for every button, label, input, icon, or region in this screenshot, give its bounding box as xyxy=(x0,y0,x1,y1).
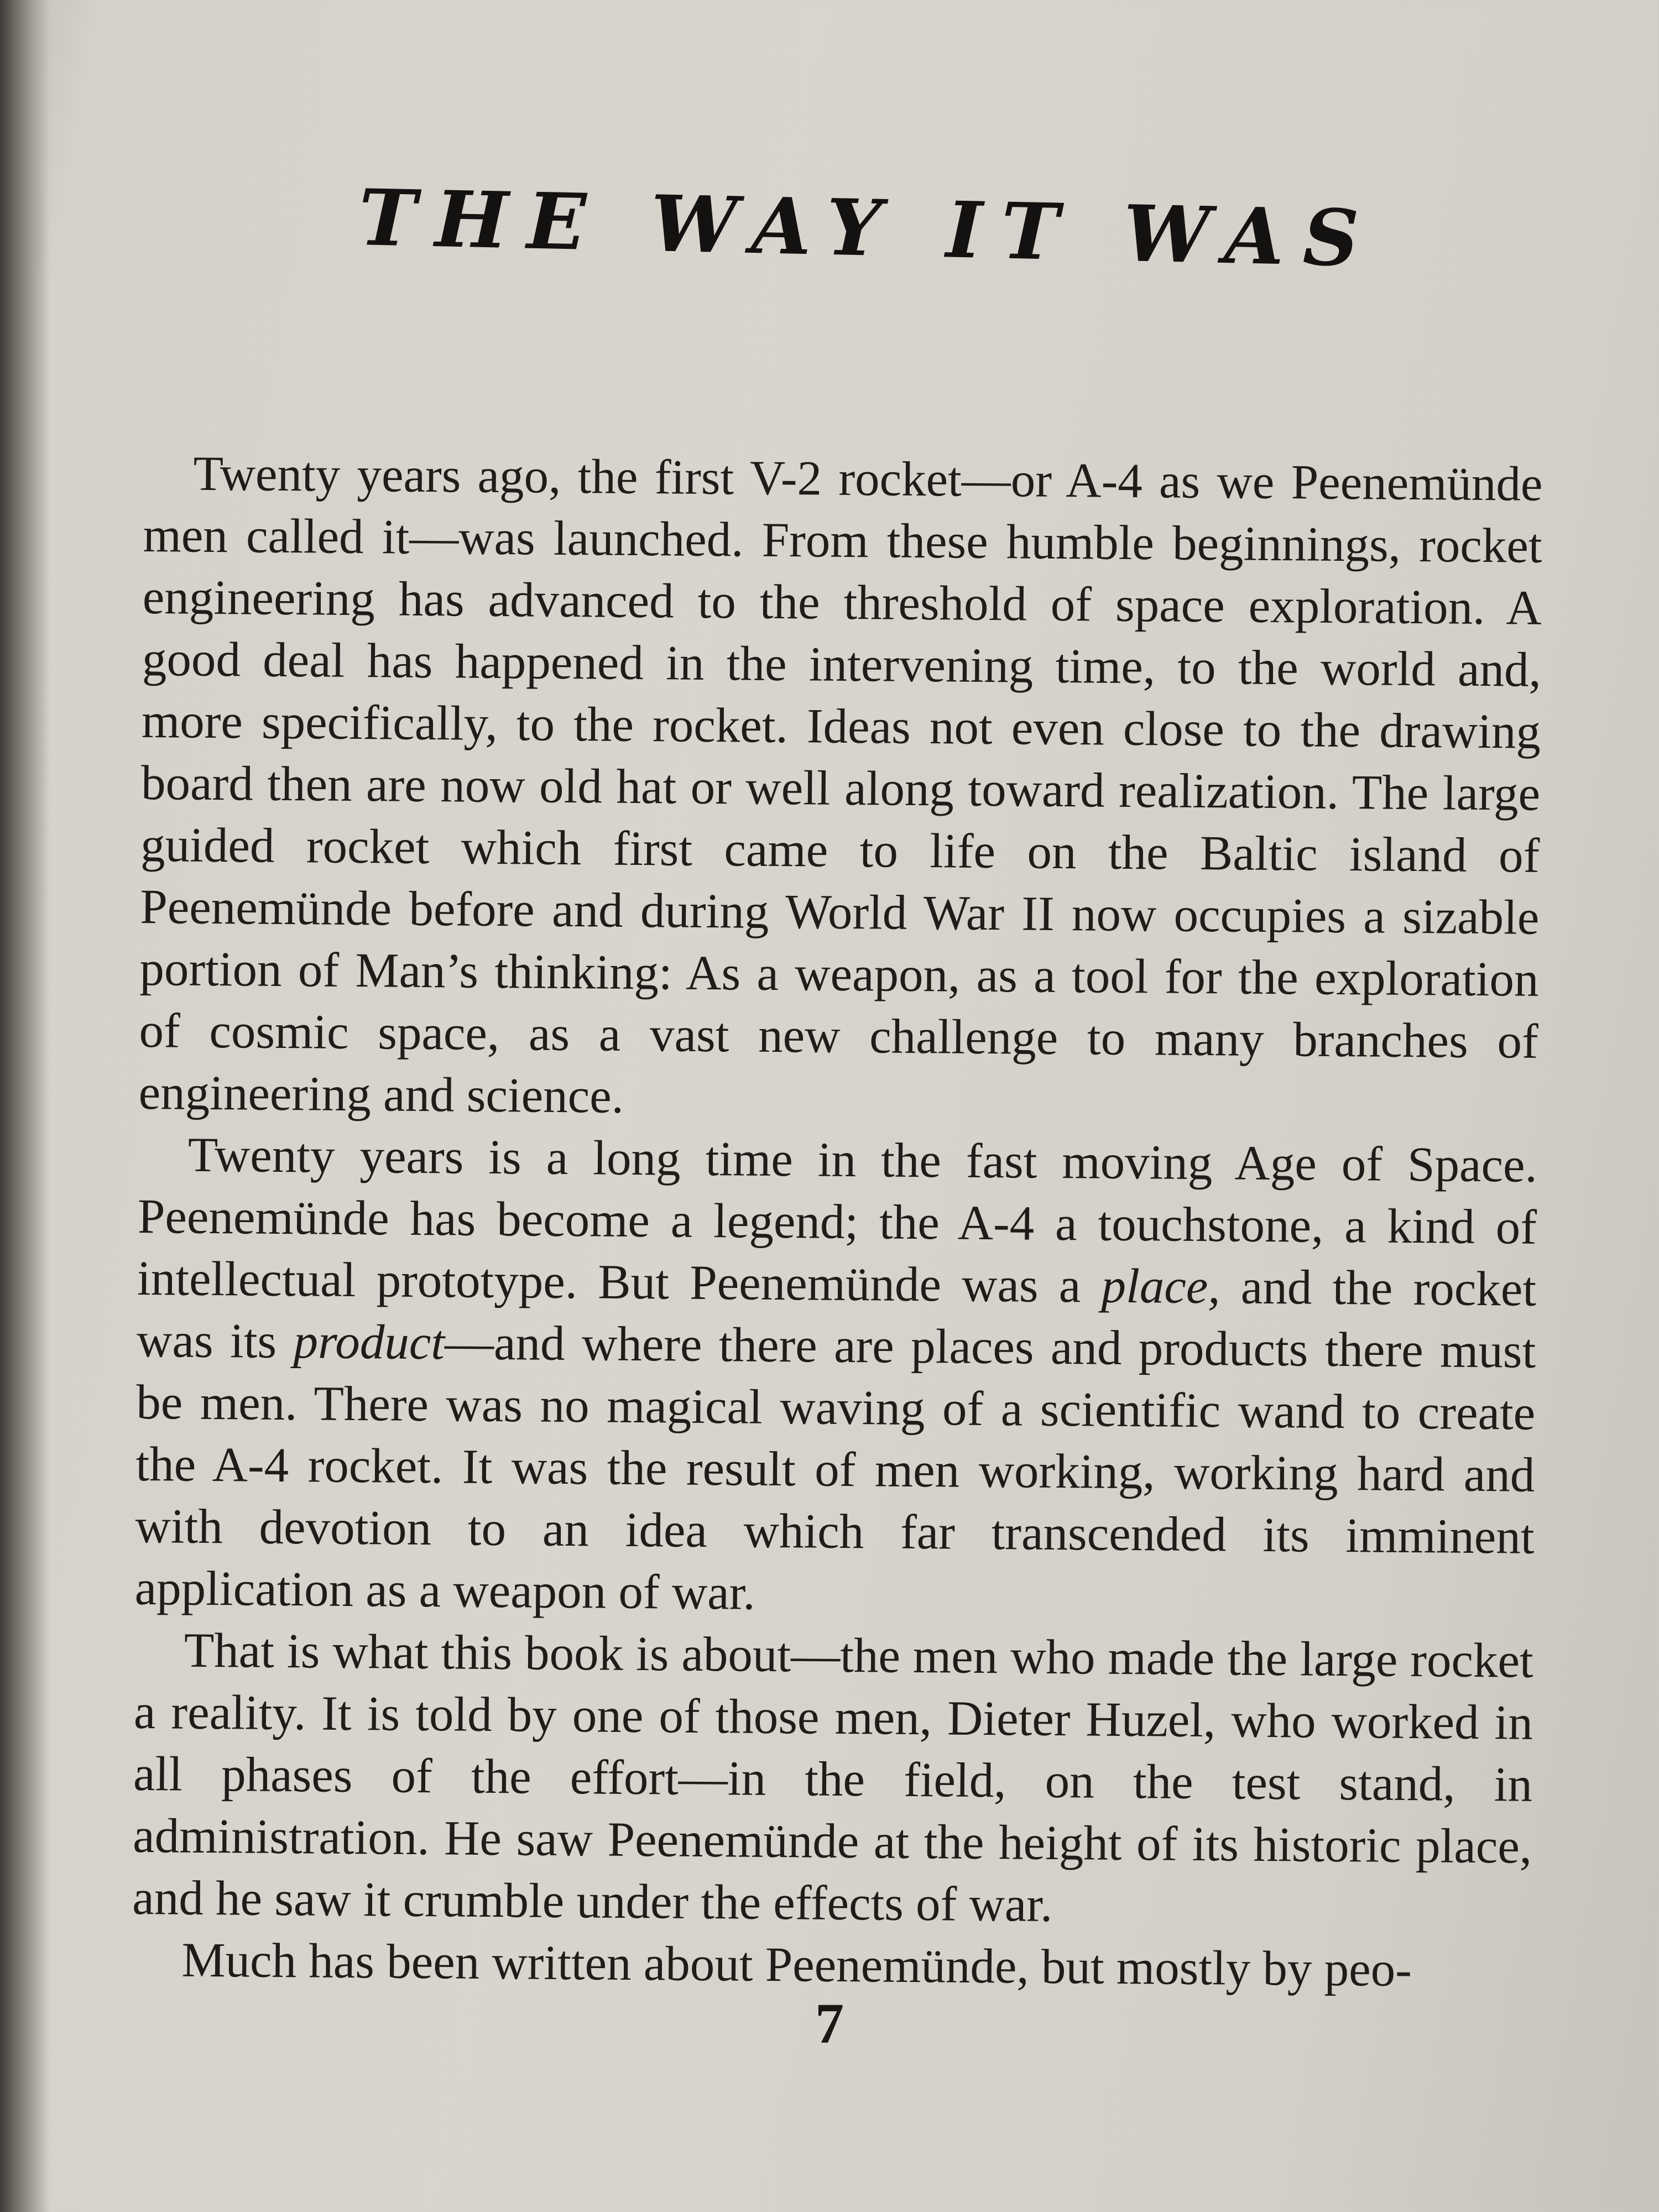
chapter-title: THE WAY IT WAS xyxy=(358,173,1379,285)
paragraph-2-text-end: —and where there are places and products there must be men. There was no magical waving of a scientific wand to create the A-4 rocket. It was the result of men working, working hard and with devotion to an idea which far transcended its imminent application as a weapon of war. xyxy=(134,1316,1536,1620)
paragraph-2-text-start: Twenty years is a long time in the fast moving Age of Space. Peenemünde has become a legend; the A-4 a touchstone, a kind of intellectual prototype. But Peenemünde was a xyxy=(137,1128,1538,1313)
book-binding-shadow xyxy=(0,0,50,2212)
paragraph-3-text: That is what this book is about—the men who made the large rocket a reality. It is told by one of those men, Dieter Huzel, who worked in all phases of the effort—in the field, on the test stand, in administration. He saw Peenemünde at the height of its historic place, and he saw it crumble under the effects of war. xyxy=(132,1623,1534,1932)
paragraph-1-text: Twenty years ago, the first V-2 rocket—or A-4 as we Peenemünde men called it—was launched. From these humble beginnings, rocket engineering has advanced to the threshold of space exploration. A good deal has happened in the intervening time, to the world and, more specifically, to the rocket. Ideas not even close to the drawing board then are now old hat or well along toward realization. The large guided rocket which first came to life on the Baltic island of Peenemünde before and during World War II now occupies a sizable portion of Man’s thinking: As a weapon, as a tool for the exploration of cosmic space, as a vast new challenge to many branches of engineering and science. xyxy=(138,446,1543,1124)
paragraph-4-text: Much has been written about Peenemünde, but mostly by peo- xyxy=(181,1933,1412,1997)
paragraph-2-text-middle: and the rocket was its xyxy=(136,1260,1537,1369)
paragraph-1 xyxy=(138,442,1543,1135)
paragraph-3 xyxy=(132,1619,1533,1940)
paragraph-2-emphasis-place: place, xyxy=(1101,1259,1221,1314)
chapter-body xyxy=(132,442,1543,2002)
page-number: 7 xyxy=(815,1992,844,2056)
paragraph-2-emphasis-product: product xyxy=(293,1314,445,1370)
paragraph-2 xyxy=(134,1124,1537,1630)
